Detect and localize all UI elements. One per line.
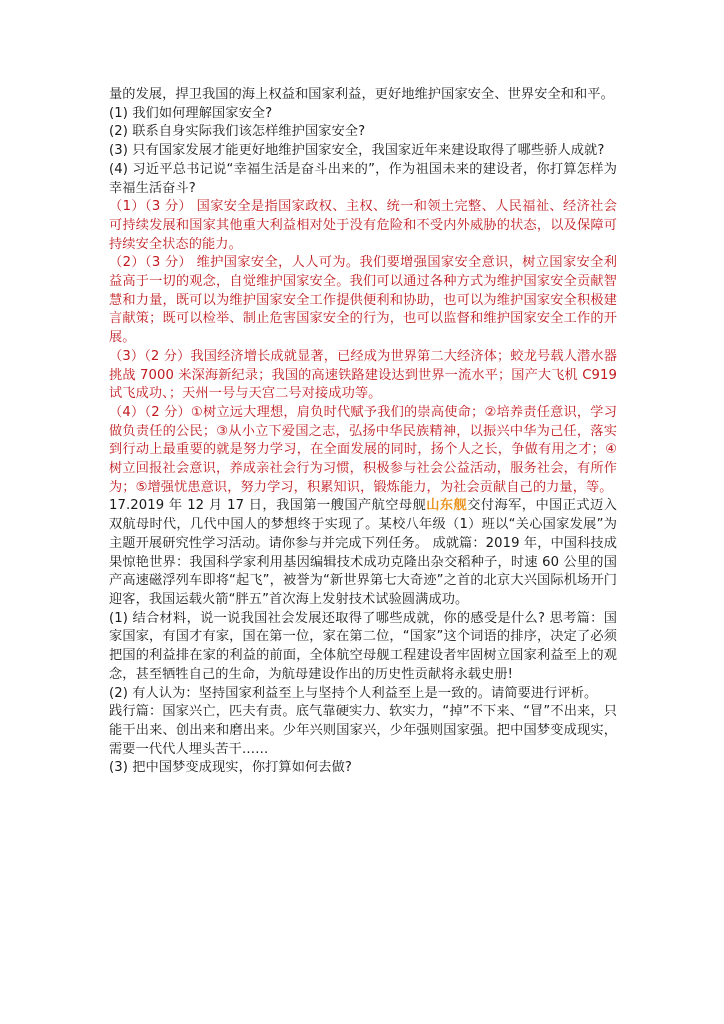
question-16-2: (2) 联系自身实际我们该怎样维护国家安全? — [109, 124, 366, 140]
document-page — [109, 86, 617, 778]
answer-16-3: （3）（2 分）我国经济增长成就显著，已经成为世界第二大经济体；蛟龙号载人潜水器挑战 7000 米深海新纪录；我国的高速铁路建设达到世界一流水平；国产大飞机 C919 试飞成功、；天州一号与天宫二号对接成功等。 — [109, 348, 617, 402]
question-17-1: (1) 结合材料，说一说我国社会发展还取得了哪些成就，你的感受是什么? 思考篇：国家国家，有国才有家，国在第一位，家在第二位，“国家”这个词语的排序，决定了必须把国的利益排在家的利益的前面，全体航空母舰工程建设者牢固树立国家利益至上的观念，甚至牺牲自己的生命，为航母建设作出的历史性贡献将永载史册! — [109, 610, 617, 682]
intro-paragraph: 量的发展，捍卫我国的海上权益和国家利益，更好地维护国家安全、世界安全和和平。 — [109, 87, 614, 102]
answer-16-1: （1）（3 分） 国家安全是指国家政权、主权、统一和领土完整、人民福祉、经济社会可持续发展和国家其他重大利益相对处于没有危险和不受内外威胁的状态，以及保障可持续安全状态的能力。 — [109, 199, 617, 252]
answer-16-4: （4）（2 分）①树立远大理想，肩负时代赋予我们的崇高使命；②培养责任意识，学习做负责任的公民；③从小立下爱国之志，弘扬中华民族精神，以振兴中华为己任，落实到行动上最重要的就是努力学习，在全面发展的同时，扬个人之长，争做有用之才；④树立回报社会意识，养成亲社会行为习惯，积极参与社会公益活动，服务社会，有所作为；⑤增强忧患意识，努力学习，积累知识，锻炼能力，为社会贡献自己的力量，等。 — [109, 404, 617, 495]
question-17-stem — [109, 497, 617, 609]
answer-16-2: （2）（3 分） 维护国家安全，人人可为。我们要增强国家安全意识，树立国家安全利益高于一切的观念，自觉维护国家安全。我们可以通过各种方式为维护国家安全贡献智慧和力量，既可以为维护国家安全工作提供便利和协助，也可以为维护国家安全积极建言献策；既可以检举、制止危害国家安全的行为，也可以监督和维护国家安全工作的开展。 — [109, 255, 617, 346]
question-16-1: (1) 我们如何理解国家安全? — [109, 105, 273, 121]
question-16-3: (3) 只有国家发展才能更好地维护国家安全，我国家近年来建设取得了哪些骄人成就? — [109, 143, 605, 159]
question-17-part1: 17.2019 年 12 月 17 日，我国第一艘国产航空母舰 — [109, 498, 427, 514]
practice-section: 践行篇：国家兴亡，匹夫有责。底气靠硬实力、软实力，“掉”不下来、“冒”不出来，只能干出来、创出来和磨出来。少年兴则国家兴，少年强则国家强。把中国梦变成现实，需要一代代人埋头苦干…… — [109, 704, 617, 757]
question-17-2: (2) 有人认为：坚持国家利益至上与坚持个人利益至上是一致的。请简要进行评析。 — [109, 685, 598, 701]
ship-name: 山东舰 — [426, 498, 468, 514]
question-17-3: (3) 把中国梦变成现实，你打算如何去做? — [109, 760, 352, 776]
question-16-4: (4) 习近平总书记说“幸福生活是奋斗出来的”，作为祖国未来的建设者，你打算怎样为幸福生活奋斗? — [109, 161, 617, 196]
question-17-part2: 交付海军，中国正式迈入双航母时代，几代中国人的梦想终于实现了。某校八年级（1）班以“关心国家发展”为主题开展研究性学习活动。请你参与并完成下列任务。 成就篇：2019 年，中国科技成果惊艳世界：我国科学家利用基因编辑技术成功克隆出杂交稻种子，时速 60 公里的国产高速磁浮列车即将“起飞”，被誉为“新世界第七大奇迹”之首的北京大兴国际机场开门迎客，我国运载火箭“胖五”首次海上发射技术试验圆满成功。 — [109, 498, 617, 607]
